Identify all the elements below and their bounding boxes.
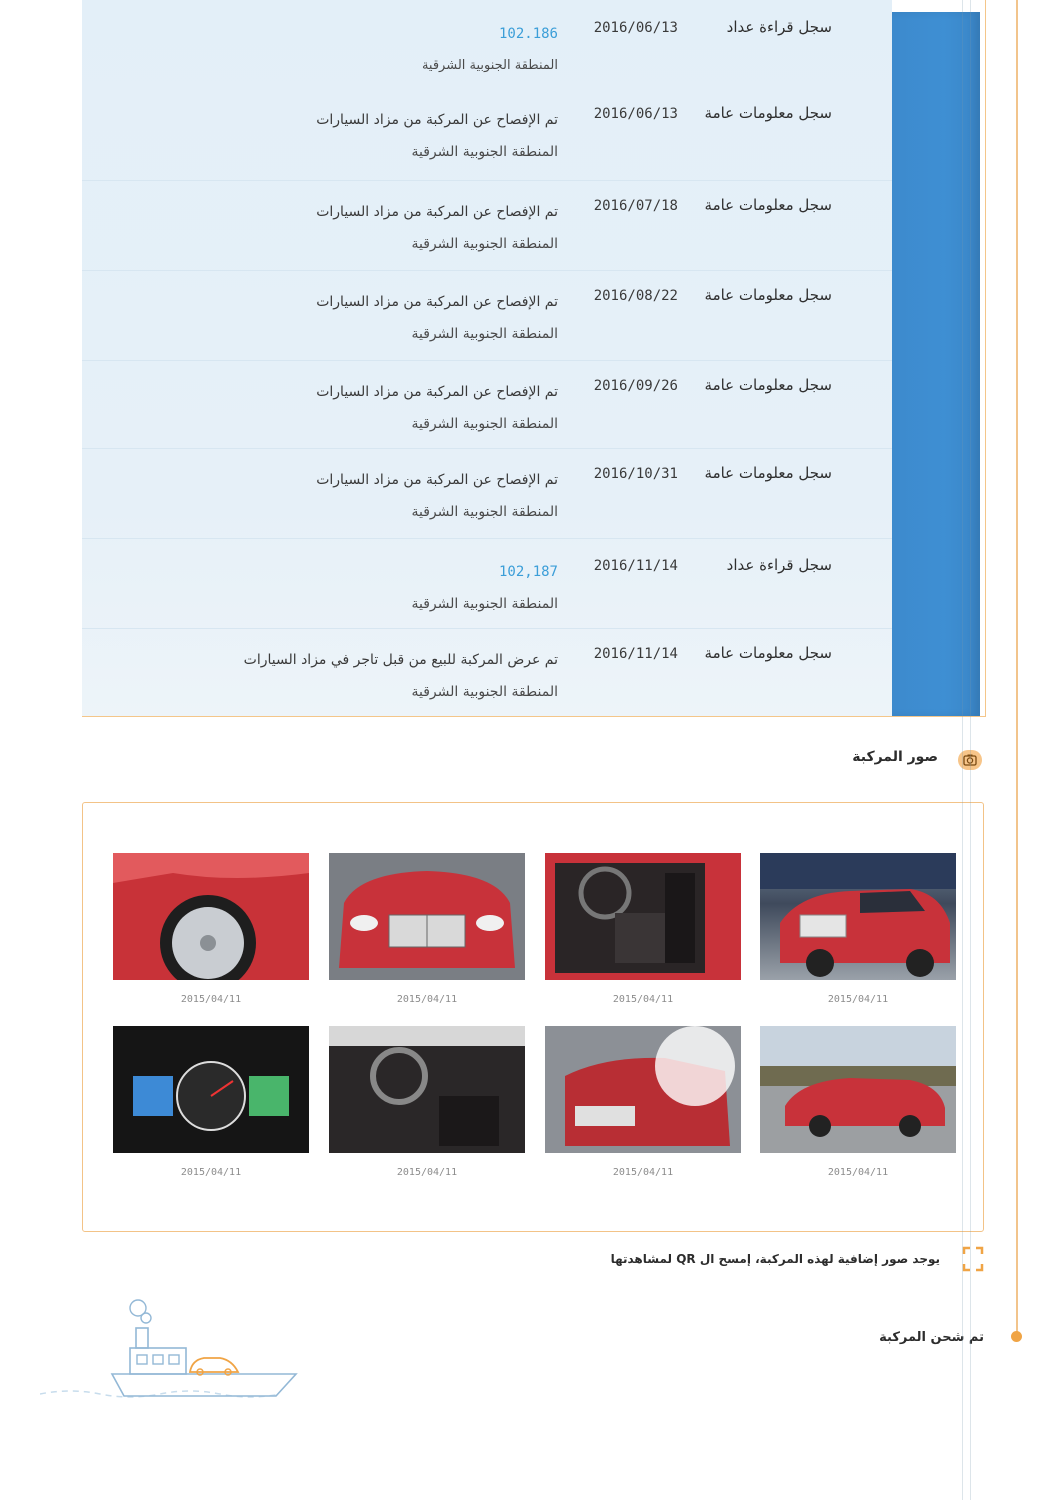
timeline-dot — [1011, 1331, 1022, 1342]
history-row — [82, 556, 892, 646]
record-location: المنطقة الجنوبية الشرقية — [411, 236, 558, 252]
qr-code-icon — [962, 1246, 984, 1272]
vehicle-photo[interactable] — [545, 853, 741, 980]
record-location: المنطقة الجنوبية الشرقية — [411, 504, 558, 520]
record-date: 2016/06/13 — [593, 106, 678, 122]
ship-illustration-icon — [40, 1290, 320, 1410]
photo-date: 2015/04/11 — [612, 1167, 674, 1178]
photo-date: 2015/04/11 — [180, 1167, 242, 1178]
photo-date: 2015/04/11 — [612, 994, 674, 1005]
photos-section-title: صور المركبة — [852, 749, 938, 765]
record-details — [138, 104, 558, 168]
record-type: سجل معلومات عامة — [704, 376, 832, 394]
record-date: 2016/11/14 — [593, 646, 678, 662]
history-side-bar — [892, 12, 980, 716]
history-row — [82, 196, 892, 286]
row-divider — [82, 180, 892, 181]
record-location: المنطقة الجنوبية الشرقية — [421, 58, 558, 73]
history-row — [82, 464, 892, 554]
record-type: سجل معلومات عامة — [704, 196, 832, 214]
record-details — [138, 376, 558, 440]
record-details — [138, 644, 558, 708]
record-location: المنطقة الجنوبية الشرقية — [411, 596, 558, 612]
vehicle-photo[interactable] — [113, 853, 309, 980]
vehicle-photo[interactable] — [545, 1026, 741, 1153]
record-date: 2016/10/31 — [593, 466, 678, 482]
record-type: سجل معلومات عامة — [704, 644, 832, 662]
record-description: تم عرض المركبة للبيع من قبل تاجر في مزاد السيارات — [243, 652, 558, 668]
record-location: المنطقة الجنوبية الشرقية — [411, 416, 558, 432]
photo-date: 2015/04/11 — [827, 1167, 889, 1178]
record-date: 2016/08/22 — [593, 288, 678, 304]
record-type: سجل معلومات عامة — [704, 104, 832, 122]
row-divider — [82, 448, 892, 449]
record-details — [138, 18, 558, 82]
record-date: 2016/06/13 — [593, 20, 678, 36]
record-details — [138, 464, 558, 528]
history-row — [82, 286, 892, 376]
history-row — [82, 644, 892, 734]
record-details — [138, 196, 558, 260]
scan-streak — [970, 0, 971, 1500]
vehicle-photo[interactable] — [329, 853, 525, 980]
record-type: سجل قراءة عداد — [726, 556, 832, 574]
row-divider — [82, 360, 892, 361]
history-row — [82, 18, 892, 108]
record-description: تم الإفصاح عن المركبة من مزاد السيارات — [316, 112, 558, 128]
record-type: سجل معلومات عامة — [704, 286, 832, 304]
vehicle-photo[interactable] — [113, 1026, 309, 1153]
row-divider — [82, 628, 892, 629]
record-description: تم الإفصاح عن المركبة من مزاد السيارات — [316, 294, 558, 310]
shipped-section-title: تم شحن المركبة — [879, 1330, 984, 1345]
record-details — [138, 556, 558, 620]
history-row — [82, 376, 892, 466]
vehicle-photo[interactable] — [760, 853, 956, 980]
timeline-line — [1016, 0, 1018, 1340]
record-description: تم الإفصاح عن المركبة من مزاد السيارات — [316, 384, 558, 400]
photo-date: 2015/04/11 — [827, 994, 889, 1005]
row-divider — [82, 270, 892, 271]
photo-date: 2015/04/11 — [396, 994, 458, 1005]
record-date: 2016/09/26 — [593, 378, 678, 394]
record-location: المنطقة الجنوبية الشرقية — [411, 684, 558, 700]
vehicle-photo[interactable] — [760, 1026, 956, 1153]
record-location: المنطقة الجنوبية الشرقية — [411, 144, 558, 160]
odometer-value: 102.186 — [498, 26, 558, 42]
photo-date: 2015/04/11 — [180, 994, 242, 1005]
qr-notice: يوجد صور إضافية لهذه المركبة، إمسح ال QR لمشاهدتها — [610, 1252, 940, 1266]
photo-date: 2015/04/11 — [396, 1167, 458, 1178]
record-description: تم الإفصاح عن المركبة من مزاد السيارات — [316, 204, 558, 220]
record-type: سجل قراءة عداد — [726, 18, 832, 36]
record-details — [138, 286, 558, 350]
odometer-value: 102,187 — [498, 564, 558, 580]
record-date: 2016/11/14 — [593, 558, 678, 574]
record-type: سجل معلومات عامة — [704, 464, 832, 482]
row-divider — [82, 538, 892, 539]
record-location: المنطقة الجنوبية الشرقية — [411, 326, 558, 342]
record-date: 2016/07/18 — [593, 198, 678, 214]
record-description: تم الإفصاح عن المركبة من مزاد السيارات — [316, 472, 558, 488]
vehicle-photo[interactable] — [329, 1026, 525, 1153]
scan-streak — [962, 0, 963, 1500]
